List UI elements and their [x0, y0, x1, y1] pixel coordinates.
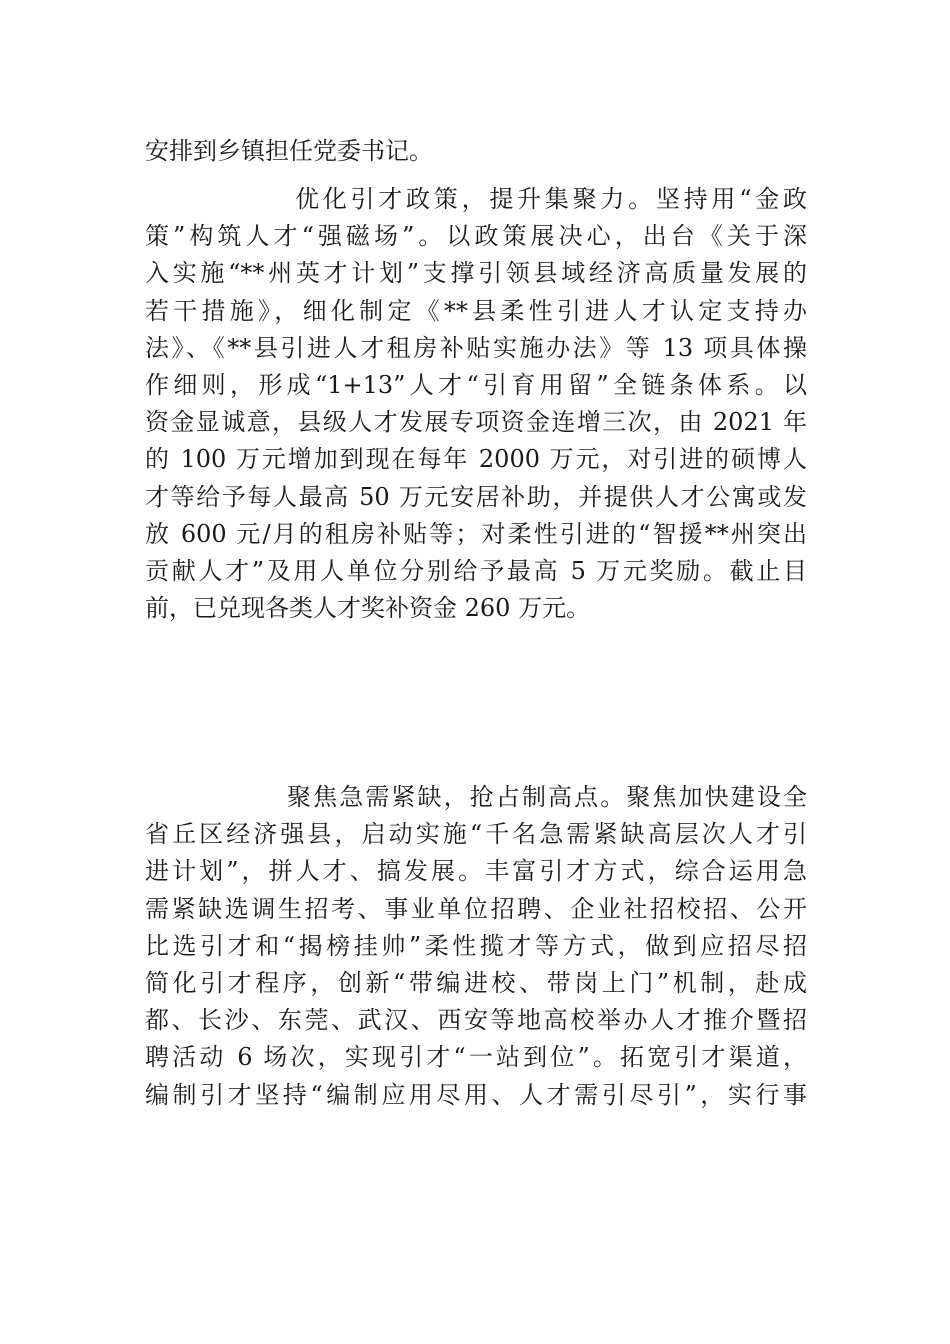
- paragraph-line: 作细则，形成“1+13”人才“引育用留”全链条体系。以: [145, 370, 807, 399]
- paragraph-line: 资金显诚意，县级人才发展专项资金连增三次，由 2021 年: [145, 408, 807, 437]
- paragraph-line: 聘活动 6 场次，实现引才“一站到位”。拓宽引才渠道，: [145, 1043, 807, 1072]
- paragraph-line: 的 100 万元增加到现在每年 2000 万元，对引进的硕博人: [145, 445, 807, 474]
- paragraph-line: 省丘区经济强县，启动实施“千名急需紧缺高层次人才引: [145, 820, 807, 849]
- shortage-paragraph: [145, 779, 807, 1114]
- paragraph-line: 聚焦急需紧缺，抢占制高点。聚焦加快建设全: [287, 783, 807, 811]
- paragraph-line: 贡献人才”及用人单位分别给予最高 5 万元奖励。截止目: [145, 556, 807, 585]
- paragraph-line: 策”构筑人才“强磁场”。以政策展决心，出台《关于深: [145, 222, 807, 251]
- paragraph-line: 编制引才坚持“编制应用尽用、人才需引尽引”，实行事: [145, 1080, 807, 1109]
- intro-paragraph-tail: [145, 133, 807, 170]
- policy-paragraph: [145, 181, 807, 627]
- paragraph-line: 法》、《**县引进人才租房补贴实施办法》等 13 项具体操: [145, 333, 807, 362]
- paragraph-line: 比选引才和“揭榜挂帅”柔性揽才等方式，做到应招尽招: [145, 931, 807, 960]
- paragraph-line: 若干措施》，细化制定《**县柔性引进人才认定支持办: [145, 296, 807, 325]
- paragraph-line: 安排到乡镇担任党委书记。: [145, 137, 433, 165]
- paragraph-line: 放 600 元/月的租房补贴等；对柔性引进的“智援**州突出: [145, 519, 807, 548]
- paragraph-line: 才等给予每人最高 50 万元安居补助，并提供人才公寓或发: [145, 482, 807, 511]
- paragraph-line: 优化引才政策，提升集聚力。坚持用“金政: [295, 185, 807, 213]
- paragraph-line: 需紧缺选调生招考、事业单位招聘、企业社招校招、公开: [145, 894, 807, 923]
- paragraph-line: 入实施“**州英才计划”支撑引领县域经济高质量发展的: [145, 259, 807, 288]
- paragraph-line: 都、长沙、东莞、武汉、西安等地高校举办人才推介暨招: [145, 1006, 807, 1035]
- paragraph-line: 进计划”，拼人才、搞发展。丰富引才方式，综合运用急: [145, 857, 807, 886]
- paragraph-line: 前，已兑现各类人才奖补资金 260 万元。: [145, 594, 591, 623]
- paragraph-line: 简化引才程序，创新“带编进校、带岗上门”机制，赴成: [145, 968, 807, 997]
